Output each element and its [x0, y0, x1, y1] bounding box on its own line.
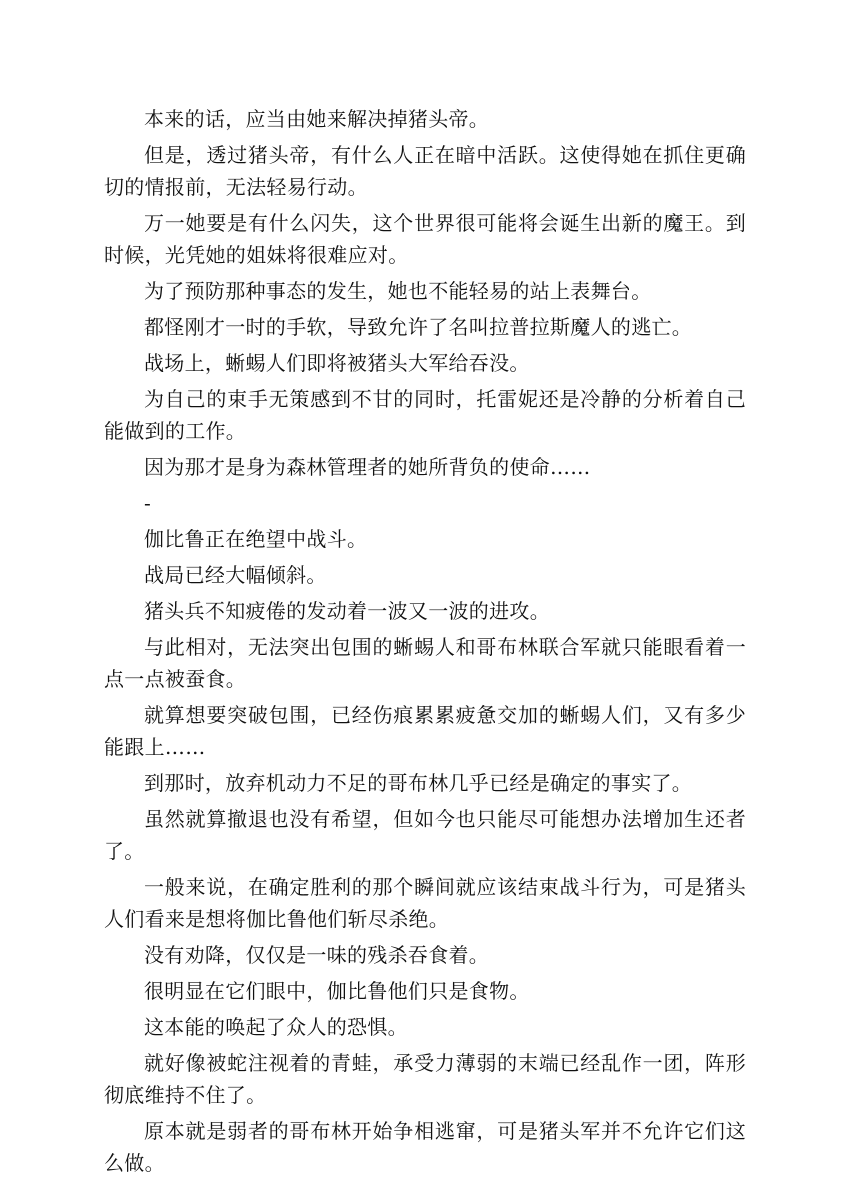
paragraph: 原本就是弱者的哥布林开始争相逃窜，可是猪头军并不允许它们这么做。	[104, 1119, 746, 1175]
document-page	[104, 103, 746, 1179]
paragraph: 就好像被蛇注视着的青蛙，承受力薄弱的末端已经乱作一团，阵形彻底维持不住了。	[104, 1051, 746, 1107]
paragraph: 到那时，放弃机动力不足的哥布林几乎已经是确定的事实了。	[144, 771, 693, 795]
paragraph: 与此相对，无法突出包围的蜥蜴人和哥布林联合军就只能眼看着一点一点被蚕食。	[104, 635, 746, 691]
paragraph: 但是，透过猪头帝，有什么人正在暗中活跃。这使得她在抓住更确切的情报前，无法轻易行动。	[104, 143, 746, 199]
paragraph: 很明显在它们眼中，伽比鲁他们只是食物。	[144, 979, 530, 1003]
paragraph: 虽然就算撤退也没有希望，但如今也只能尽可能想办法增加生还者了。	[104, 807, 746, 863]
paragraph: 战场上，蜥蜴人们即将被猪头大军给吞没。	[144, 351, 530, 375]
section-separator: -	[144, 491, 151, 515]
paragraph: 本来的话，应当由她来解决掉猪头帝。	[144, 107, 490, 131]
paragraph: 因为那才是身为森林管理者的她所背负的使命……	[144, 455, 591, 479]
paragraph: 都怪刚才一时的手软，导致允许了名叫拉普拉斯魔人的逃亡。	[144, 315, 693, 339]
paragraph: 为自己的束手无策感到不甘的同时，托雷妮还是冷静的分析着自己能做到的工作。	[104, 387, 746, 443]
paragraph: 没有劝降，仅仅是一味的残杀吞食着。	[144, 943, 490, 967]
paragraph: 为了预防那种事态的发生，她也不能轻易的站上表舞台。	[144, 279, 652, 303]
paragraph: 就算想要突破包围，已经伤痕累累疲惫交加的蜥蜴人们，又有多少能跟上……	[104, 703, 746, 759]
paragraph: 这本能的唤起了众人的恐惧。	[144, 1015, 408, 1039]
paragraph: 一般来说，在确定胜利的那个瞬间就应该结束战斗行为，可是猪头人们看来是想将伽比鲁他们斩尽杀绝。	[104, 875, 746, 931]
paragraph: 战局已经大幅倾斜。	[144, 563, 327, 587]
paragraph: 猪头兵不知疲倦的发动着一波又一波的进攻。	[144, 599, 550, 623]
paragraph: 万一她要是有什么闪失，这个世界很可能将会诞生出新的魔王。到时候，光凭她的姐妹将很难应对。	[104, 211, 746, 267]
paragraph: 伽比鲁正在绝望中战斗。	[144, 527, 368, 551]
